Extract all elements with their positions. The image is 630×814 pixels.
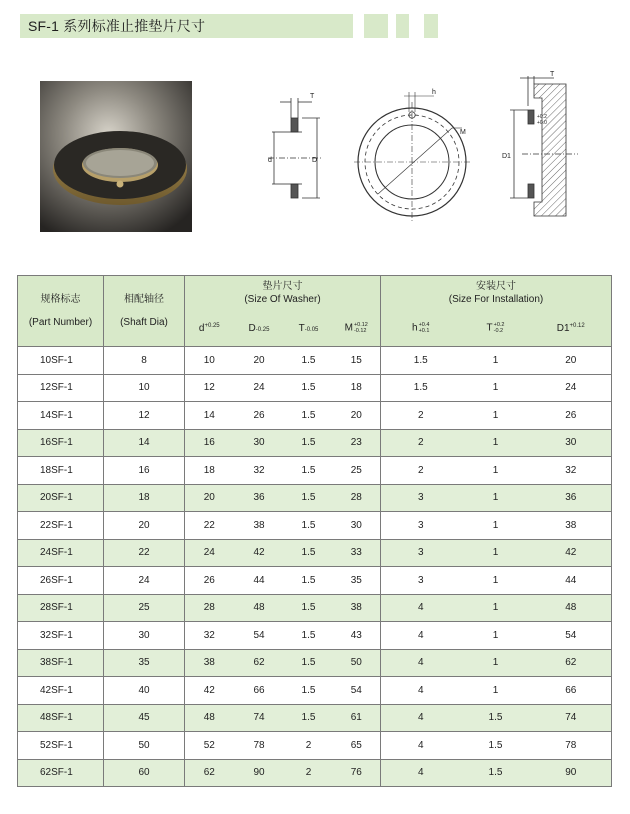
cell-t2: 1.5 <box>461 704 531 732</box>
cell-part: 52SF-1 <box>18 732 104 760</box>
cell-shaft: 50 <box>104 732 185 760</box>
group-header-install <box>381 276 612 311</box>
cell-h: 2 <box>381 429 461 457</box>
cell-shaft: 18 <box>104 484 185 512</box>
side-view-diagram <box>262 88 328 214</box>
group-install-en: (Size For Installation) <box>448 294 544 306</box>
cell-T: 1.5 <box>285 594 333 622</box>
cell-t2: 1 <box>461 429 531 457</box>
cell-T: 1.5 <box>285 567 333 595</box>
sub-header-d <box>185 311 234 347</box>
cell-T: 2 <box>285 732 333 760</box>
cell-shaft: 8 <box>104 347 185 375</box>
cell-shaft: 40 <box>104 677 185 705</box>
cell-t2: 1 <box>461 347 531 375</box>
cell-M: 61 <box>333 704 381 732</box>
table-row <box>18 677 612 705</box>
cell-part: 20SF-1 <box>18 484 104 512</box>
sub-D1-tol: +0.12 <box>569 322 585 329</box>
sub-D: D <box>248 322 256 334</box>
install-label-tol2: +0.0 <box>537 120 547 126</box>
cell-T: 1.5 <box>285 622 333 650</box>
table-row <box>18 374 612 402</box>
cell-T: 1.5 <box>285 457 333 485</box>
cell-d1: 78 <box>531 732 612 760</box>
washer-photo <box>40 81 192 232</box>
cell-shaft: 60 <box>104 759 185 787</box>
cell-h: 4 <box>381 677 461 705</box>
table-row <box>18 512 612 540</box>
sub-M-tol-up: +0.12 <box>353 322 368 329</box>
sub-header-D1 <box>531 311 612 347</box>
cell-h: 1.5 <box>381 347 461 375</box>
cell-t2: 1 <box>461 567 531 595</box>
sub-M: M <box>344 322 353 334</box>
cell-d: 26 <box>185 567 234 595</box>
cell-D: 90 <box>234 759 285 787</box>
cell-shaft: 30 <box>104 622 185 650</box>
table-row <box>18 429 612 457</box>
col-header-shaft <box>104 276 185 347</box>
cell-M: 43 <box>333 622 381 650</box>
cell-d1: 20 <box>531 347 612 375</box>
cell-d: 14 <box>185 402 234 430</box>
sub-D1: D1 <box>556 322 570 334</box>
table-row <box>18 567 612 595</box>
table-row <box>18 484 612 512</box>
cell-D: 74 <box>234 704 285 732</box>
cell-d1: 62 <box>531 649 612 677</box>
cell-M: 18 <box>333 374 381 402</box>
cell-part: 12SF-1 <box>18 374 104 402</box>
cell-D: 54 <box>234 622 285 650</box>
cell-d: 18 <box>185 457 234 485</box>
cell-D: 38 <box>234 512 285 540</box>
sub-h: h <box>412 322 418 334</box>
cell-h: 2 <box>381 402 461 430</box>
cell-t2: 1 <box>461 457 531 485</box>
cell-D: 20 <box>234 347 285 375</box>
cell-d: 22 <box>185 512 234 540</box>
group-washer-en: (Size Of Washer) <box>244 294 321 306</box>
cell-T: 1.5 <box>285 374 333 402</box>
sub-h-tol-dn: +0.1 <box>418 328 430 335</box>
cell-shaft: 12 <box>104 402 185 430</box>
cell-h: 3 <box>381 512 461 540</box>
title-deco-block-1 <box>364 14 388 38</box>
cell-T: 1.5 <box>285 484 333 512</box>
cell-part: 32SF-1 <box>18 622 104 650</box>
cell-shaft: 22 <box>104 539 185 567</box>
install-label-t: T <box>550 71 555 78</box>
cell-d1: 48 <box>531 594 612 622</box>
sub-h-tol-up: +0.4 <box>418 322 430 329</box>
title-deco-block-3 <box>424 14 438 38</box>
cell-D: 62 <box>234 649 285 677</box>
cell-d1: 24 <box>531 374 612 402</box>
sub-T: T <box>298 322 305 334</box>
cell-D: 36 <box>234 484 285 512</box>
cell-part: 48SF-1 <box>18 704 104 732</box>
front-label-h: h <box>432 89 436 96</box>
cell-D: 24 <box>234 374 285 402</box>
cell-M: 25 <box>333 457 381 485</box>
cell-M: 76 <box>333 759 381 787</box>
cell-T: 1.5 <box>285 539 333 567</box>
cell-d1: 36 <box>531 484 612 512</box>
cell-T: 2 <box>285 759 333 787</box>
cell-t2: 1 <box>461 512 531 540</box>
table-row <box>18 622 612 650</box>
cell-t2: 1.5 <box>461 759 531 787</box>
cell-t2: 1 <box>461 594 531 622</box>
sub-T2-tol-up: +0.2 <box>493 322 505 329</box>
cell-shaft: 25 <box>104 594 185 622</box>
sub-T-tol: -0.05 <box>304 326 319 333</box>
cell-t2: 1 <box>461 374 531 402</box>
cell-t2: 1 <box>461 402 531 430</box>
cell-d: 10 <box>185 347 234 375</box>
table-row <box>18 704 612 732</box>
cell-D: 66 <box>234 677 285 705</box>
group-washer-cn: 垫片尺寸 <box>262 281 303 293</box>
cell-d1: 26 <box>531 402 612 430</box>
sub-header-T <box>285 311 333 347</box>
cell-D: 44 <box>234 567 285 595</box>
cell-t2: 1 <box>461 622 531 650</box>
table-row <box>18 402 612 430</box>
cell-M: 38 <box>333 594 381 622</box>
col-shaft-cn: 相配轴径 <box>124 294 164 305</box>
cell-d1: 42 <box>531 539 612 567</box>
cell-d1: 74 <box>531 704 612 732</box>
installation-diagram <box>500 66 585 232</box>
cell-d: 28 <box>185 594 234 622</box>
cell-t2: 1 <box>461 677 531 705</box>
cell-M: 30 <box>333 512 381 540</box>
cell-d: 32 <box>185 622 234 650</box>
cell-T: 1.5 <box>285 402 333 430</box>
cell-M: 65 <box>333 732 381 760</box>
cell-d1: 44 <box>531 567 612 595</box>
cell-part: 42SF-1 <box>18 677 104 705</box>
cell-D: 30 <box>234 429 285 457</box>
col-part-en: (Part Number) <box>28 317 93 328</box>
cell-part: 18SF-1 <box>18 457 104 485</box>
cell-d: 48 <box>185 704 234 732</box>
cell-d: 24 <box>185 539 234 567</box>
cell-d: 52 <box>185 732 234 760</box>
cell-h: 4 <box>381 704 461 732</box>
front-view-diagram <box>352 82 482 222</box>
cell-d1: 90 <box>531 759 612 787</box>
cell-d1: 32 <box>531 457 612 485</box>
table-row <box>18 732 612 760</box>
cell-t2: 1.5 <box>461 732 531 760</box>
cell-t2: 1 <box>461 539 531 567</box>
cell-M: 54 <box>333 677 381 705</box>
cell-M: 15 <box>333 347 381 375</box>
cell-part: 26SF-1 <box>18 567 104 595</box>
table-row <box>18 759 612 787</box>
spec-table <box>17 275 612 787</box>
cell-h: 3 <box>381 567 461 595</box>
install-label-d1: D1 <box>502 153 511 160</box>
cell-T: 1.5 <box>285 429 333 457</box>
sub-T2: T <box>486 322 493 334</box>
cell-part: 22SF-1 <box>18 512 104 540</box>
sub-T2-tol-dn: -0.2 <box>493 328 504 335</box>
table-row <box>18 649 612 677</box>
group-install-cn: 安装尺寸 <box>476 281 516 293</box>
cell-part: 16SF-1 <box>18 429 104 457</box>
cell-h: 4 <box>381 594 461 622</box>
cell-part: 62SF-1 <box>18 759 104 787</box>
cell-shaft: 14 <box>104 429 185 457</box>
sub-header-T2 <box>461 311 531 347</box>
cell-M: 28 <box>333 484 381 512</box>
cell-h: 4 <box>381 649 461 677</box>
cell-D: 26 <box>234 402 285 430</box>
cell-shaft: 16 <box>104 457 185 485</box>
side-label-t: T <box>310 93 315 100</box>
cell-T: 1.5 <box>285 347 333 375</box>
cell-part: 14SF-1 <box>18 402 104 430</box>
cell-shaft: 10 <box>104 374 185 402</box>
sub-header-D <box>234 311 285 347</box>
install-label-tol: +0.2 <box>537 114 547 120</box>
cell-t2: 1 <box>461 649 531 677</box>
cell-d: 20 <box>185 484 234 512</box>
sub-D-tol: -0.25 <box>255 326 270 333</box>
sub-header-M <box>333 311 381 347</box>
cell-M: 50 <box>333 649 381 677</box>
page-title: SF-1 系列标准止推垫片尺寸 <box>28 18 206 34</box>
cell-shaft: 45 <box>104 704 185 732</box>
cell-d1: 30 <box>531 429 612 457</box>
cell-d: 16 <box>185 429 234 457</box>
side-label-D: D <box>312 157 318 164</box>
cell-h: 4 <box>381 759 461 787</box>
sub-d-tol: +0.25 <box>204 322 220 329</box>
sub-M-tol-dn: -0.12 <box>353 328 367 335</box>
cell-d1: 54 <box>531 622 612 650</box>
cell-T: 1.5 <box>285 677 333 705</box>
cell-h: 4 <box>381 732 461 760</box>
table-row <box>18 539 612 567</box>
group-header-washer <box>185 276 381 311</box>
table-row <box>18 457 612 485</box>
cell-M: 33 <box>333 539 381 567</box>
table-row <box>18 347 612 375</box>
cell-part: 38SF-1 <box>18 649 104 677</box>
cell-M: 20 <box>333 402 381 430</box>
cell-D: 32 <box>234 457 285 485</box>
cell-d: 38 <box>185 649 234 677</box>
cell-h: 2 <box>381 457 461 485</box>
cell-d: 62 <box>185 759 234 787</box>
cell-h: 3 <box>381 484 461 512</box>
cell-h: 4 <box>381 622 461 650</box>
front-label-m: M <box>460 129 466 136</box>
title-deco-block-2 <box>396 14 409 38</box>
cell-T: 1.5 <box>285 512 333 540</box>
cell-D: 42 <box>234 539 285 567</box>
cell-M: 35 <box>333 567 381 595</box>
col-header-part <box>18 276 104 347</box>
cell-h: 3 <box>381 539 461 567</box>
cell-d: 12 <box>185 374 234 402</box>
sub-d: d <box>198 322 205 334</box>
washer-photo-art <box>40 81 192 232</box>
sub-header-h <box>381 311 461 347</box>
cell-shaft: 24 <box>104 567 185 595</box>
cell-shaft: 20 <box>104 512 185 540</box>
cell-d1: 38 <box>531 512 612 540</box>
cell-D: 48 <box>234 594 285 622</box>
cell-T: 1.5 <box>285 649 333 677</box>
cell-d: 42 <box>185 677 234 705</box>
cell-shaft: 35 <box>104 649 185 677</box>
cell-D: 78 <box>234 732 285 760</box>
cell-part: 10SF-1 <box>18 347 104 375</box>
col-part-cn: 规格标志 <box>40 294 81 305</box>
cell-part: 28SF-1 <box>18 594 104 622</box>
cell-part: 24SF-1 <box>18 539 104 567</box>
cell-t2: 1 <box>461 484 531 512</box>
cell-T: 1.5 <box>285 704 333 732</box>
table-row <box>18 594 612 622</box>
cell-d1: 66 <box>531 677 612 705</box>
side-label-d: d <box>268 157 272 164</box>
col-shaft-en: (Shaft Dia) <box>120 317 168 328</box>
cell-M: 23 <box>333 429 381 457</box>
cell-h: 1.5 <box>381 374 461 402</box>
